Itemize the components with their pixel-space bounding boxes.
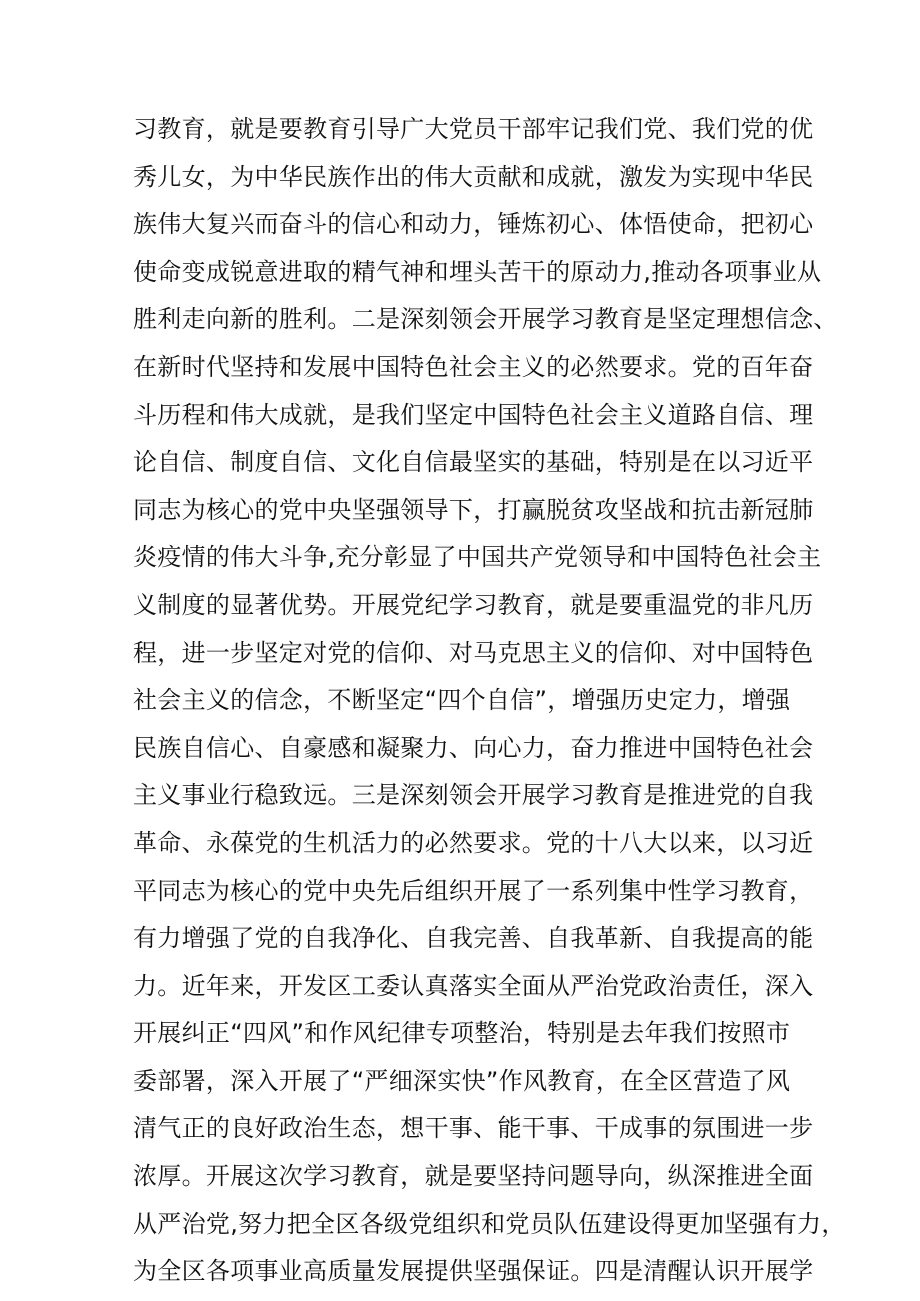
text-line: 革命、永葆党的生机活力的必然要求。党的十八大以来，以习近: [133, 828, 814, 857]
text-line: 义制度的显著优势。开展党纪学习教育，就是要重温党的非凡历: [133, 590, 814, 619]
text-line: 从严治党,努力把全区各级党组织和党员队伍建设得更加坚强有力，: [133, 1209, 846, 1238]
text-line: 力。近年来，开发区工委认真落实全面从严治党政治责任，深入: [133, 971, 814, 1000]
text-line: 论自信、制度自信、文化自信最坚实的基础，特别是在以习近平: [133, 448, 814, 477]
text-line: 有力增强了党的自我净化、自我完善、自我革新、自我提高的能: [133, 924, 814, 953]
text-line: 主义事业行稳致远。三是深刻领会开展学习教育是推进党的自我: [133, 781, 814, 810]
text-line: 胜利走向新的胜利。二是深刻领会开展学习教育是坚定理想信念、: [133, 305, 838, 334]
text-line: 使命变成锐意进取的精气神和埋头苦干的原动力,推动各项事业从: [133, 257, 822, 286]
text-line: 斗历程和伟大成就，是我们坚定中国特色社会主义道路自信、理: [133, 400, 814, 429]
text-line: 为全区各项事业高质量发展提供坚强保证。四是清醒认识开展学: [133, 1257, 814, 1286]
text-line: 程，进一步坚定对党的信仰、对马克思主义的信仰、对中国特色: [133, 638, 814, 667]
text-line: 平同志为核心的党中央先后组织开展了一系列集中性学习教育，: [133, 876, 814, 905]
text-line: 民族自信心、自豪感和凝聚力、向心力，奋力推进中国特色社会: [133, 733, 814, 762]
text-line: 社会主义的信念，不断坚定“四个自信”，增强历史定力，增强: [133, 686, 791, 715]
text-line: 浓厚。开展这次学习教育，就是要坚持问题导向，纵深推进全面: [133, 1162, 814, 1191]
text-line: 在新时代坚持和发展中国特色社会主义的必然要求。党的百年奋: [133, 352, 814, 381]
text-line: 开展纠正“四风”和作风纪律专项整治，特别是去年我们按照市: [133, 1019, 791, 1048]
text-line: 清气正的良好政治生态，想干事、能干事、干成事的氛围进一步: [133, 1114, 814, 1143]
text-line: 同志为核心的党中央坚强领导下，打赢脱贫攻坚战和抗击新冠肺: [133, 495, 814, 524]
body-text: [133, 106, 846, 1296]
text-line: 习教育，就是要教育引导广大党员干部牢记我们党、我们党的优: [133, 115, 814, 143]
text-line: 族伟大复兴而奋斗的信心和动力，锤炼初心、体悟使命，把初心: [133, 210, 814, 239]
text-line: 炎疫情的伟大斗争,充分彰显了中国共产党领导和中国特色社会主: [133, 543, 822, 572]
text-line: 委部署，深入开展了“严细深实快”作风教育，在全区营造了风: [133, 1066, 791, 1095]
text-line: 秀儿女，为中华民族作出的伟大贡献和成就，激发为实现中华民: [133, 162, 814, 191]
